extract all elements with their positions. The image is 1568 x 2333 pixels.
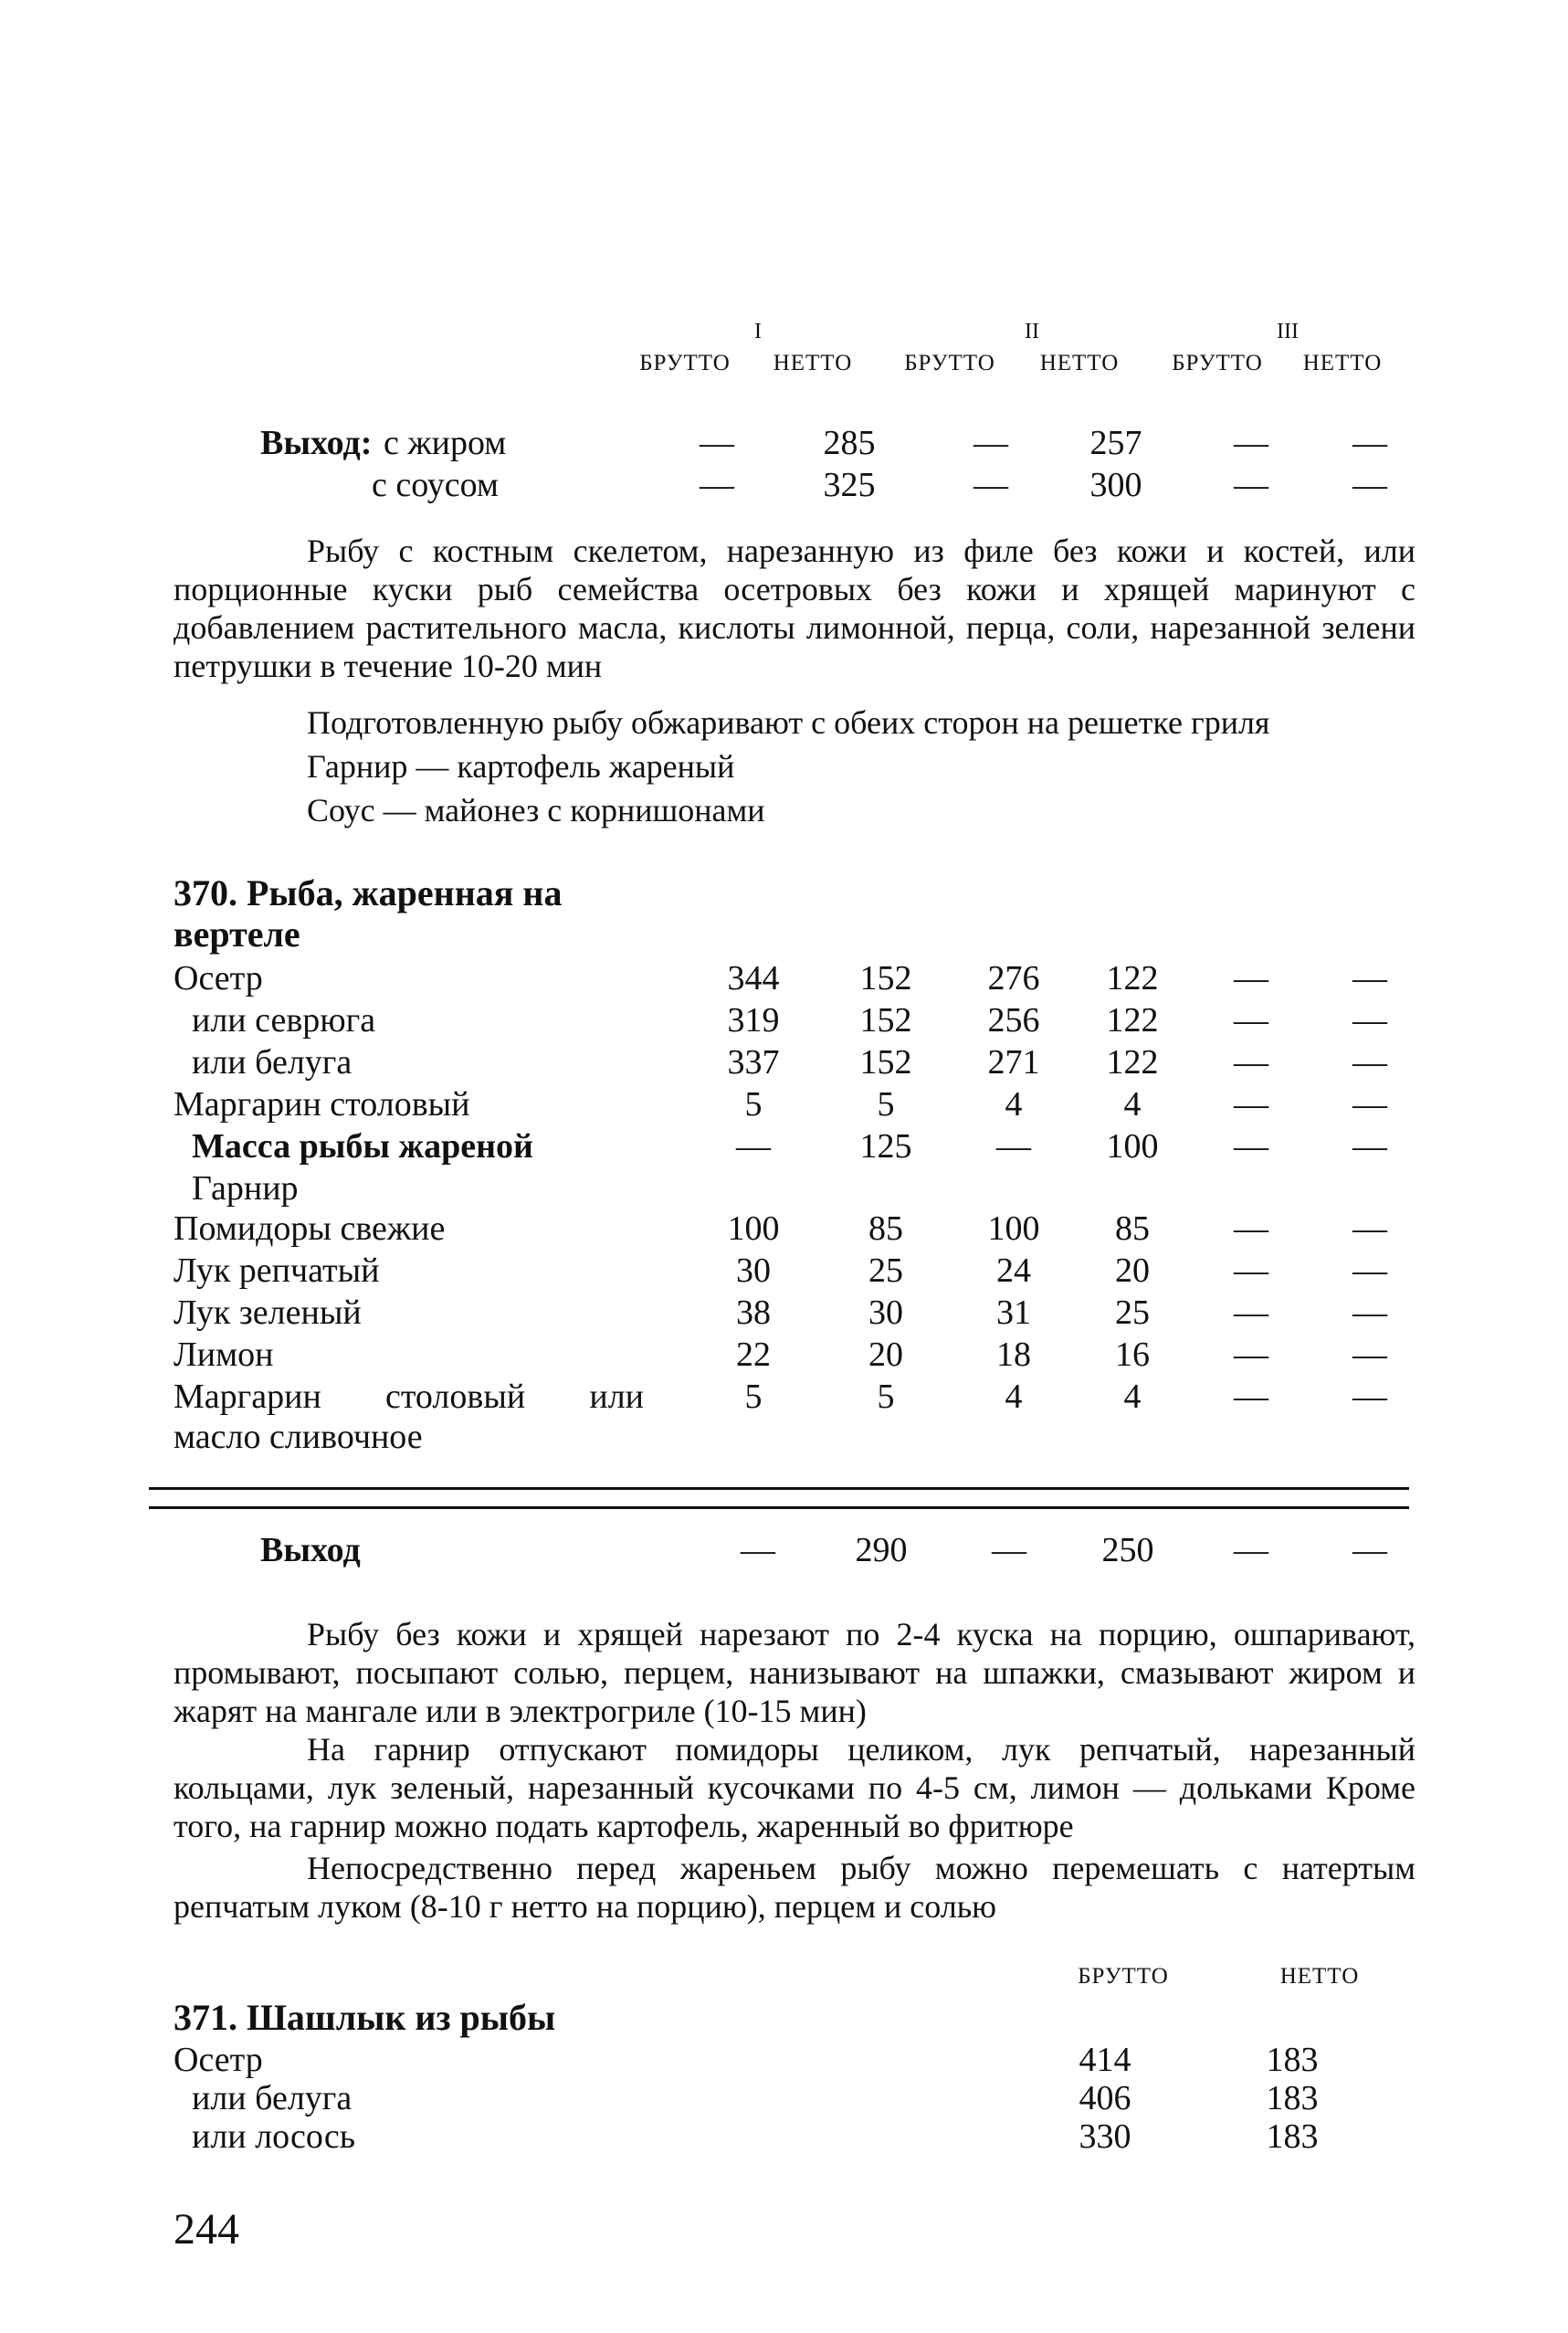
table-cell: 5 bbox=[877, 1085, 895, 1124]
paragraph: Подготовленную рыбу обжаривают с обеих сторон на решетке гриля bbox=[307, 704, 1270, 741]
column-netto-1: НЕТТО bbox=[773, 351, 853, 375]
table-cell: 85 bbox=[868, 1209, 903, 1248]
table-cell: 30 bbox=[868, 1293, 903, 1332]
table-cell: — bbox=[1352, 1378, 1387, 1416]
table-cell: — bbox=[1234, 424, 1268, 462]
ingredient-label: или белуга bbox=[192, 1043, 353, 1082]
table-cell: 300 bbox=[1089, 466, 1142, 504]
table-cell: 24 bbox=[996, 1251, 1031, 1290]
table-cell: 100 bbox=[1106, 1127, 1159, 1166]
table-cell: 22 bbox=[736, 1335, 771, 1374]
table-cell: 4 bbox=[1123, 1378, 1142, 1416]
table-cell: 25 bbox=[868, 1251, 903, 1290]
table-cell: — bbox=[1234, 466, 1268, 504]
ingredient-label: или севрюга bbox=[192, 1001, 376, 1040]
table-cell: — bbox=[1352, 1085, 1387, 1124]
table-cell: — bbox=[1352, 466, 1387, 504]
table-cell: — bbox=[1234, 1127, 1268, 1166]
table-cell: 5 bbox=[744, 1085, 763, 1124]
table-cell: 256 bbox=[987, 1001, 1040, 1040]
column-brutto-3: БРУТТО bbox=[1172, 351, 1263, 375]
table-cell: — bbox=[1234, 1043, 1268, 1082]
table-cell: 337 bbox=[727, 1043, 780, 1082]
column-group-1: I bbox=[754, 320, 762, 343]
column-group-2: II bbox=[1025, 320, 1039, 343]
table-cell: 276 bbox=[987, 959, 1040, 998]
column-netto-3: НЕТТО bbox=[1302, 351, 1383, 375]
table-cell: 4 bbox=[1005, 1378, 1023, 1416]
recipe-title: 371. Шашлык из рыбы bbox=[174, 1997, 556, 2038]
table-cell: — bbox=[1234, 1378, 1268, 1416]
column-brutto-2: БРУТТО bbox=[904, 351, 995, 375]
table-cell: 18 bbox=[996, 1335, 1031, 1374]
table-cell: 250 bbox=[1101, 1531, 1154, 1569]
table-cell: 38 bbox=[736, 1293, 771, 1332]
ingredient-label: Масса рыбы жареной bbox=[192, 1127, 533, 1166]
ingredient-label: Лук репчатый bbox=[174, 1251, 380, 1290]
paragraph: Рыбу без кожи и хрящей нарезают по 2-4 куска на порцию, ошпаривают, промывают, посыпают солью, перцем, нанизывают на шпажки, смазывают жиром и жарят на мангале или в электрогриле (10-15 мин) bbox=[174, 1616, 1415, 1729]
paragraph: На гарнир отпускают помидоры целиком, лук репчатый, нарезанный кольцами, лук зеленый, нарезанный кусочками по 4-5 см, лимон — дольками Кроме того, на гарнир можно подать картофель, жаренный во фритюре bbox=[174, 1731, 1415, 1844]
table-cell: 5 bbox=[744, 1378, 763, 1416]
table-cell: 16 bbox=[1115, 1335, 1150, 1374]
paragraph: Гарнир — картофель жареный bbox=[307, 748, 735, 785]
table-cell: — bbox=[1352, 1335, 1387, 1374]
table-cell: — bbox=[1352, 1293, 1387, 1332]
ingredient-label: Лимон bbox=[174, 1335, 274, 1374]
ingredient-label: Помидоры свежие bbox=[174, 1209, 446, 1248]
table-cell: 122 bbox=[1106, 1043, 1159, 1082]
column-netto-2: НЕТТО bbox=[1039, 351, 1120, 375]
table-cell: 4 bbox=[1005, 1085, 1023, 1124]
table-cell: — bbox=[992, 1531, 1026, 1569]
table-cell: 20 bbox=[868, 1335, 903, 1374]
table-cell: — bbox=[736, 1127, 771, 1166]
table-cell: 122 bbox=[1106, 1001, 1159, 1040]
table-cell: — bbox=[1352, 424, 1387, 462]
yield-fat-label: с жиром bbox=[384, 424, 507, 462]
table-cell: 183 bbox=[1266, 2079, 1319, 2117]
paragraph: Соус — майонез с корнишонами bbox=[307, 792, 765, 829]
table-cell: 271 bbox=[987, 1043, 1040, 1082]
table-cell: 290 bbox=[855, 1531, 908, 1569]
table-cell: 30 bbox=[736, 1251, 771, 1290]
table-cell: 344 bbox=[727, 959, 780, 998]
ingredient-label: или лосось bbox=[192, 2117, 356, 2156]
table-cell: 319 bbox=[727, 1001, 780, 1040]
table-cell: 4 bbox=[1123, 1085, 1142, 1124]
table-cell: — bbox=[1234, 959, 1268, 998]
table-cell: — bbox=[741, 1531, 775, 1569]
table-cell: 31 bbox=[996, 1293, 1031, 1332]
page-number: 244 bbox=[174, 2205, 239, 2254]
table-cell: — bbox=[1352, 1209, 1387, 1248]
table-cell: — bbox=[1234, 1335, 1268, 1374]
table-cell: 122 bbox=[1106, 959, 1159, 998]
ingredient-label: Маргарин столовый bbox=[174, 1085, 470, 1124]
table-cell: — bbox=[973, 466, 1008, 504]
divider-line bbox=[149, 1487, 1409, 1490]
paragraph: Непосредственно перед жареньем рыбу можно перемешать с натертым репчатым луком (8-10 г нетто на порцию), перцем и солью bbox=[174, 1850, 1415, 1925]
table-cell: 152 bbox=[859, 1001, 912, 1040]
table-cell: 25 bbox=[1115, 1293, 1150, 1332]
ingredient-label: или белуга bbox=[192, 2079, 353, 2117]
table-cell: 406 bbox=[1079, 2079, 1131, 2117]
table-cell: 325 bbox=[823, 466, 876, 504]
table-cell: — bbox=[1234, 1251, 1268, 1290]
table-cell: — bbox=[1352, 1043, 1387, 1082]
table-cell: — bbox=[700, 424, 734, 462]
ingredient-label: Маргарин столовый или bbox=[174, 1378, 644, 1416]
column-group-3: III bbox=[1277, 320, 1299, 343]
ingredient-label: Лук зеленый bbox=[174, 1293, 362, 1332]
table-cell: 152 bbox=[859, 1043, 912, 1082]
paragraph: Рыбу с костным скелетом, нарезанную из филе без кожи и костей, или порционные куски рыб семейства осетровых без кожи и хрящей маринуют с добавлением растительного масла, кислоты лимонной, перца, соли, нарезанной зелени петрушки в течение 10-20 мин bbox=[174, 533, 1415, 684]
table-cell: — bbox=[1352, 1127, 1387, 1166]
yield-label: Выход: bbox=[260, 424, 373, 462]
table-cell: 183 bbox=[1266, 2041, 1319, 2079]
divider-line bbox=[149, 1506, 1409, 1509]
table-cell: — bbox=[1234, 1531, 1268, 1569]
table-cell: 100 bbox=[727, 1209, 780, 1248]
table-cell: 5 bbox=[877, 1378, 895, 1416]
table-cell: — bbox=[996, 1127, 1031, 1166]
table-cell: 414 bbox=[1079, 2041, 1131, 2079]
table-cell: 125 bbox=[859, 1127, 912, 1166]
table-cell: — bbox=[1352, 1251, 1387, 1290]
table-cell: — bbox=[1352, 1001, 1387, 1040]
yield-label: Выход bbox=[260, 1531, 361, 1569]
table-cell: — bbox=[700, 466, 734, 504]
table-cell: 85 bbox=[1115, 1209, 1150, 1248]
table-cell: 183 bbox=[1266, 2117, 1319, 2156]
recipe-title-cont: вертеле bbox=[174, 913, 300, 955]
table-cell: 330 bbox=[1079, 2117, 1131, 2156]
table-cell: — bbox=[1234, 1001, 1268, 1040]
table-cell: 20 bbox=[1115, 1251, 1150, 1290]
column-brutto: БРУТТО bbox=[1078, 1964, 1169, 1989]
column-brutto-1: БРУТТО bbox=[639, 351, 731, 375]
ingredient-label: Осетр bbox=[174, 959, 263, 998]
table-cell: 100 bbox=[987, 1209, 1040, 1248]
recipe-title: 370. Рыба, жаренная на bbox=[174, 872, 563, 913]
table-cell: 257 bbox=[1089, 424, 1142, 462]
ingredient-label: Гарнир bbox=[192, 1169, 299, 1208]
table-cell: 152 bbox=[859, 959, 912, 998]
ingredient-label: Осетр bbox=[174, 2041, 263, 2079]
table-cell: 285 bbox=[823, 424, 876, 462]
table-cell: — bbox=[1234, 1209, 1268, 1248]
table-cell: — bbox=[1234, 1085, 1268, 1124]
table-cell: — bbox=[973, 424, 1008, 462]
table-cell: — bbox=[1234, 1293, 1268, 1332]
table-cell: — bbox=[1352, 959, 1387, 998]
ingredient-label: масло сливочное bbox=[174, 1418, 423, 1456]
yield-sauce-label: с соусом bbox=[372, 466, 499, 504]
column-netto: НЕТТО bbox=[1279, 1964, 1360, 1989]
table-cell: — bbox=[1352, 1531, 1387, 1569]
